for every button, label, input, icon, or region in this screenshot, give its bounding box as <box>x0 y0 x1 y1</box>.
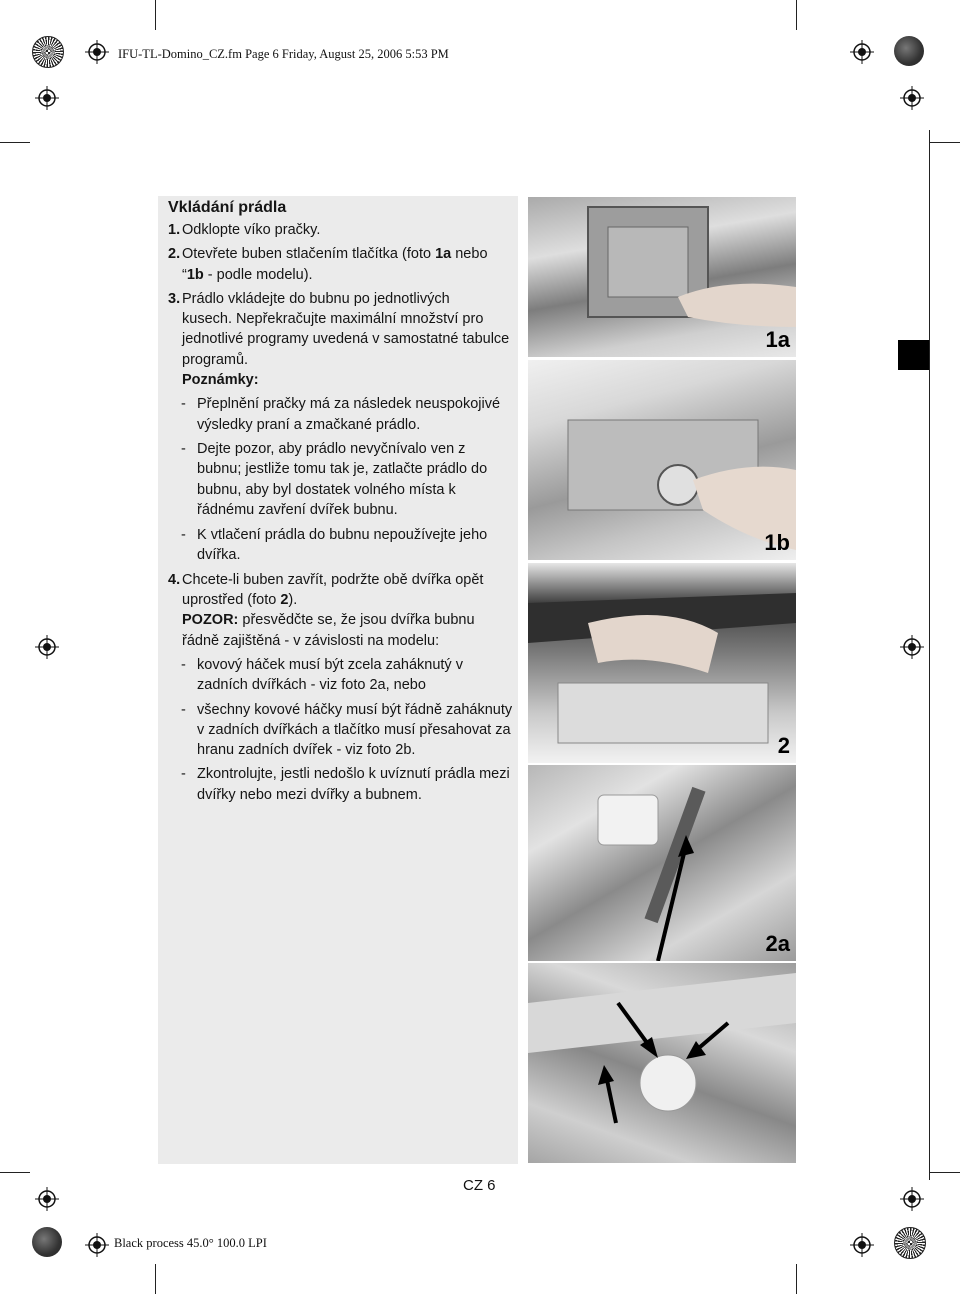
page-number: CZ 6 <box>463 1177 496 1194</box>
photo-label: 2a <box>765 931 790 956</box>
step-text: Odklopte víko pračky. <box>182 222 321 238</box>
photo-1a <box>528 197 796 357</box>
slug-bottom: Black process 45.0° 100.0 LPI <box>114 1236 267 1250</box>
drum-button-illustration <box>528 360 796 560</box>
registration-mark-icon <box>850 40 874 64</box>
step-4: 4. Chcete-li buben zavřít, podržte obě dvířka opět uprostřed (foto 2). POZOR: přesvědčte se, že jsou dvířka bubnu řádně zajištěná - v závislosti na modelu: <box>168 571 484 649</box>
trim-mark <box>0 1172 30 1173</box>
step-2: 2. Otevřete buben stlačením tlačítka (foto 1a nebo “1b - podle modelu). <box>168 246 488 283</box>
registration-mark-icon <box>85 1233 109 1257</box>
photo-2a <box>528 765 796 961</box>
slug-top: IFU-TL-Domino_CZ.fm Page 6 Friday, August 25, 2006 5:53 PM <box>118 47 449 61</box>
warning-item: - kovový háček musí být zcela zaháknutý v zadních dvířkách - viz foto 2a, nebo <box>181 656 463 694</box>
hooks-closeup-illustration <box>528 963 796 1163</box>
warning-item: - Zkontrolujte, jestli nedošlo k uvíznutí prádla mezi dvířky nebo mezi dvířky a bubnem. <box>181 766 510 803</box>
section-title: Vkládání prádla <box>168 199 287 216</box>
note-item: - Přeplnění pračky má za následek neuspokojivé výsledky praní a zmačkané prádlo. <box>181 396 501 433</box>
trim-mark <box>796 0 797 30</box>
page-edge-line <box>929 130 930 1180</box>
photo-label: 1b <box>764 530 790 555</box>
registration-mark-icon <box>35 1187 59 1211</box>
warning-item: - všechny kovové háčky musí být řádně zaháknuty v zadních dvířkách a tlačítko musí přesahovat za hranu zadních dvířek - viz foto 2b. <box>181 701 513 759</box>
photo-label: 2 <box>777 733 790 758</box>
registration-mark-icon <box>35 86 59 110</box>
starburst-target-icon <box>894 36 924 66</box>
step-text: - podle modelu). <box>203 266 313 283</box>
step-text: kusech. Nepřekračujte maximální množství pro jednotlivé programy uvedená v samostatné tabulce programů. <box>182 311 510 368</box>
registration-mark-icon <box>35 635 59 659</box>
trim-mark <box>930 1172 960 1173</box>
step-3 <box>168 289 513 370</box>
photo-1b <box>528 360 796 560</box>
registration-mark-icon <box>900 86 924 110</box>
section-thumb-tab <box>898 340 929 370</box>
starburst-target-icon <box>32 36 64 68</box>
warning-text: přesvědčte se, že jsou dvířka bubnu řádně zajištěná - v závislosti na modelu: <box>182 612 475 649</box>
note-item: - K vtlačení prádla do bubnu nepoužívejte jeho dvířka. <box>181 527 488 564</box>
trim-mark <box>930 142 960 143</box>
trim-mark <box>0 142 30 143</box>
step-number: 2. <box>168 246 181 263</box>
warning-label: POZOR: <box>182 612 239 629</box>
starburst-target-icon <box>32 1227 62 1257</box>
registration-mark-icon <box>85 40 109 64</box>
trim-mark <box>796 1264 797 1294</box>
step-1 <box>168 220 513 240</box>
step-text: Chcete-li buben zavřít, podržte obě dvířka opět <box>182 571 484 588</box>
photo-label: 1a <box>765 327 790 352</box>
registration-mark-icon <box>900 1187 924 1211</box>
step-text: uprostřed (foto <box>182 592 281 609</box>
photo-ref: 1a <box>435 246 452 263</box>
hook-closeup-illustration <box>528 765 796 961</box>
step-text: Otevřete buben stlačením tlačítka (foto <box>182 246 436 263</box>
step-number: 3. <box>168 290 181 307</box>
registration-mark-icon <box>900 635 924 659</box>
starburst-target-icon <box>894 1227 926 1259</box>
notes-title: Poznámky: <box>182 372 259 389</box>
note-item: - Dejte pozor, aby prádlo nevyčnívalo ven z bubnu; jestliže tomu tak je, zatlačte prádlo do bubnu, aby byl dostatek volného místa k řádnému zavření dvířek bubnu. <box>181 440 488 518</box>
step-text: Prádlo vkládejte do bubnu po jednotlivých <box>182 290 450 307</box>
registration-mark-icon <box>850 1233 874 1257</box>
step-text: nebo <box>451 246 488 263</box>
photo-2 <box>528 563 796 763</box>
step-number: 1. <box>168 222 181 238</box>
trim-mark <box>155 1264 156 1294</box>
closing-doors-illustration <box>528 563 796 763</box>
photo-ref: 1b <box>186 266 204 283</box>
step-number: 4. <box>168 571 181 588</box>
photo-2b <box>528 963 796 1163</box>
drum-open-illustration <box>528 197 796 357</box>
photo-ref: 2 <box>280 592 289 609</box>
trim-mark <box>155 0 156 30</box>
instructions-column <box>168 198 513 805</box>
